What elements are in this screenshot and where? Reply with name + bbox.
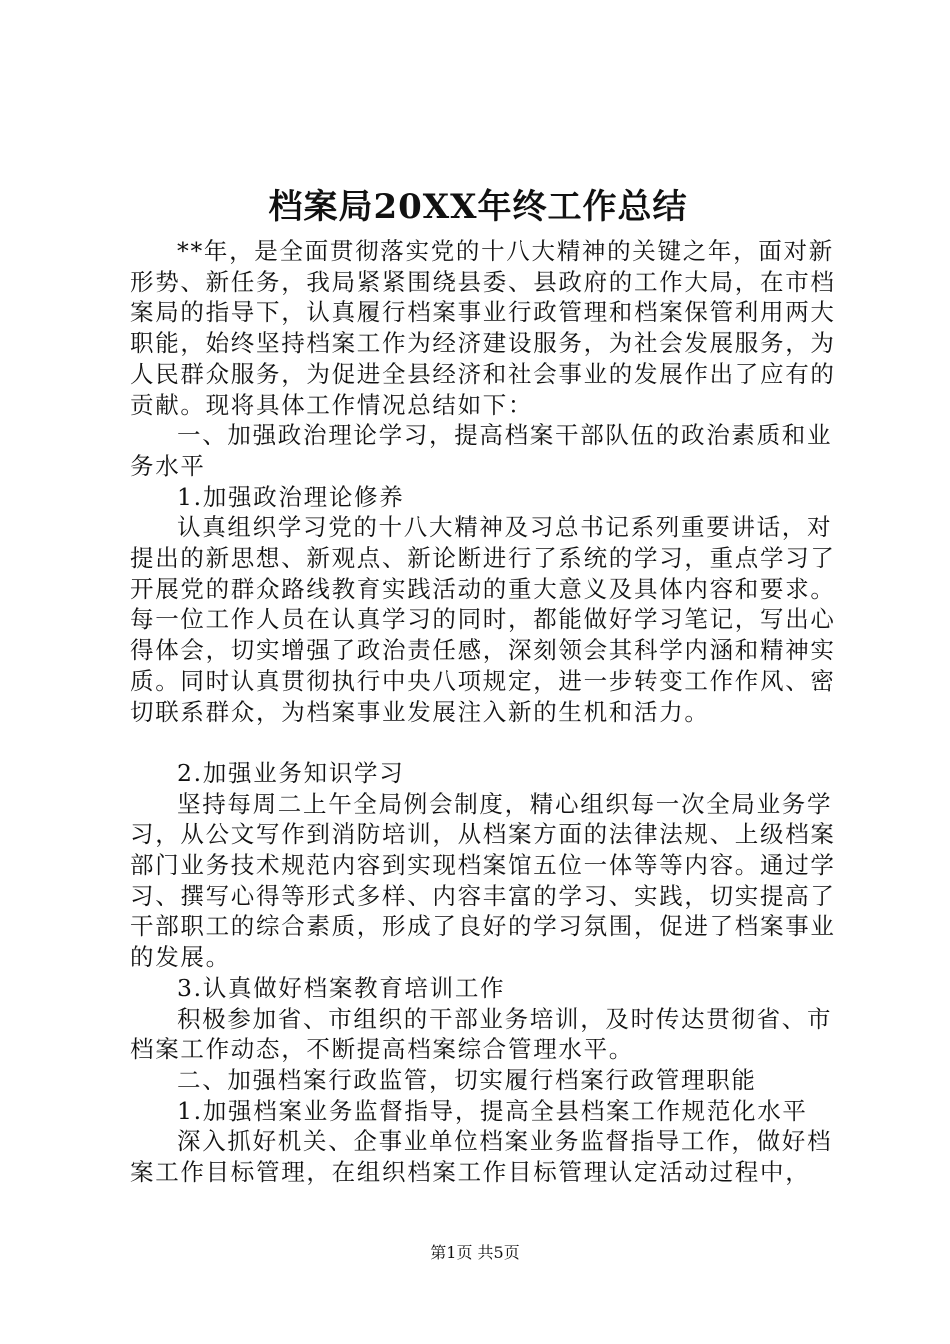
paragraph-1-1: 认真组织学习党的十八大精神及习总书记系列重要讲话，对提出的新思想、新观点、新论断进行了系统的学习，重点学习了开展党的群众路线教育实践活动的重大意义及具体内容和要求。每一位工作人员在认真学习的同时，都能做好学习笔记，写出心得体会，切实增强了政治责任感，深刻领会其科学内涵和精神实质。同时认真贯彻执行中央八项规定，进一步转变工作作风、密切联系群众，为档案事业发展注入新的生机和活力。 (130, 513, 836, 726)
subsection-heading-1-3: 3.认真做好档案教育培训工作 (177, 973, 506, 1002)
paragraph-1-2: 坚持每周二上午全局例会制度，精心组织每一次全局业务学习，从公文写作到消防培训，从档案方面的法律法规、上级档案部门业务技术规范内容到实现档案馆五位一体等等内容。通过学习、撰写心得等形式多样、内容丰富的学习、实践，切实提高了干部职工的综合素质，形成了良好的学习氛围，促进了档案事业的发展。 (130, 789, 836, 972)
document-title: 档案局20XX年终工作总结 (268, 187, 688, 227)
subsection-heading-1-1: 1.加强政治理论修养 (177, 482, 405, 511)
document-body (130, 236, 840, 1188)
subsection-heading-1-2: 2.加强业务知识学习 (177, 758, 405, 787)
page-footer: 第1页 共5页 (430, 1243, 520, 1262)
paragraph-2-1: 深入抓好机关、企事业单位档案业务监督指导工作，做好档案工作目标管理，在组织档案工作目标管理认定活动过程中， (130, 1127, 833, 1187)
subsection-heading-2-1: 1.加强档案业务监督指导，提高全县档案工作规范化水平 (177, 1096, 808, 1125)
paragraph-intro: **年，是全面贯彻落实党的十八大精神的关键之年，面对新形势、新任务，我局紧紧围绕县委、县政府的工作大局，在市档案局的指导下，认真履行档案事业行政管理和档案保管利用两大职能，始终坚持档案工作为经济建设服务，为社会发展服务，为人民群众服务，为促进全县经济和社会事业的发展作出了应有的贡献。现将具体工作情况总结如下： (130, 237, 836, 419)
paragraph-gap (130, 727, 840, 758)
paragraph-1-3: 积极参加省、市组织的干部业务培训，及时传达贯彻省、市档案工作动态，不断提高档案综合管理水平。 (130, 1004, 833, 1064)
section-heading-1: 一、加强政治理论学习，提高档案干部队伍的政治素质和业务水平 (130, 421, 833, 480)
section-heading-2: 二、加强档案行政监管，切实履行档案行政管理职能 (177, 1065, 757, 1094)
